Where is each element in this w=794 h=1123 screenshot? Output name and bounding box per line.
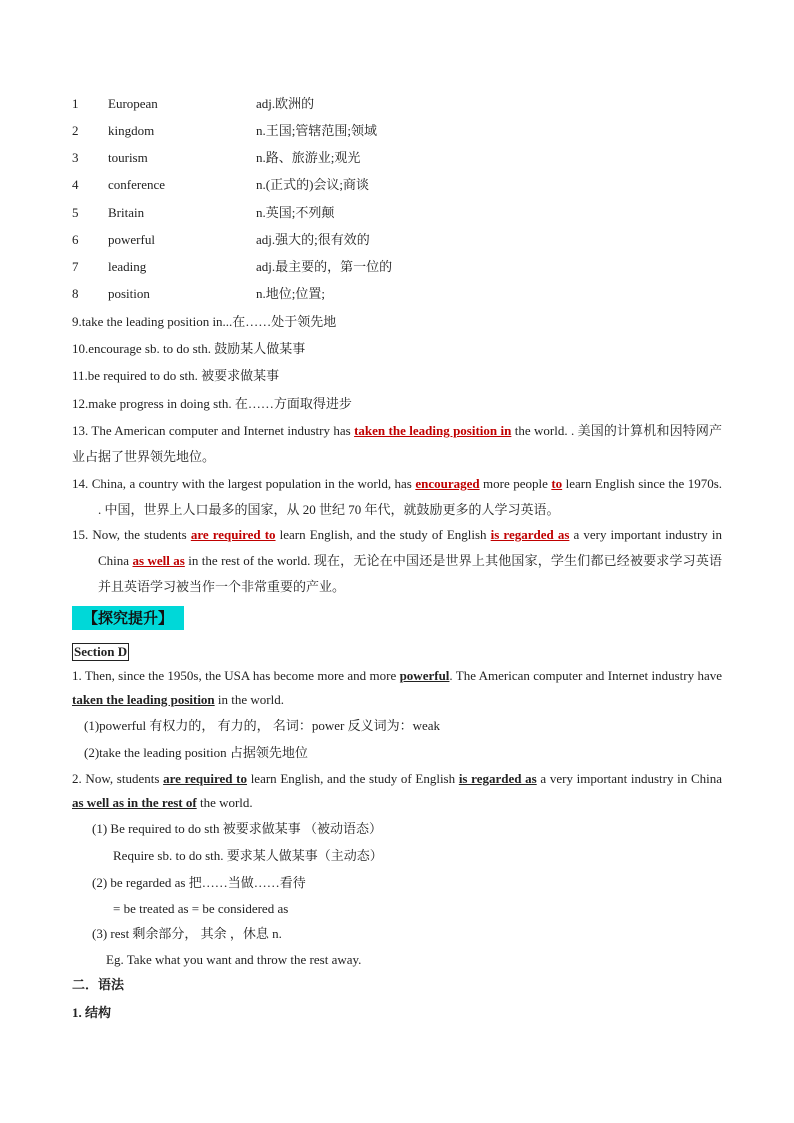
structure-heading: 1. 结构	[72, 1005, 112, 1020]
phrase-line: 9.take the leading position in...在……处于领先地	[72, 314, 337, 329]
section-banner: 【探究提升】	[72, 606, 184, 630]
vocab-meaning: n.地位;位置;	[256, 286, 325, 301]
vocab-meaning: adj.欧洲的	[256, 96, 315, 111]
phrase-line: 11.be required to do sth. 被要求做某事	[72, 368, 280, 383]
vocab-word: powerful	[108, 232, 155, 247]
vocab-number: 4	[72, 177, 79, 192]
sentence-text: a very important industry in China	[98, 527, 723, 568]
key-phrase: is regarded as	[490, 527, 570, 542]
phrase-line: 10.encourage sb. to do sth. 鼓励某人做某事	[72, 341, 306, 356]
vocab-number: 5	[72, 205, 79, 220]
note-line: (2) be regarded as 把……当做……看待	[92, 875, 306, 890]
vocab-number: 1	[72, 96, 79, 111]
vocab-word: kingdom	[108, 123, 155, 138]
vocab-word: leading	[108, 259, 147, 274]
note-line: (1)powerful 有权力的， 有力的， 名词：power 反义词为：weak	[84, 718, 441, 733]
sentence-text: the world. . 美国的计算机和因特网产业占据了世界领先地位。	[72, 423, 722, 464]
note-line: Eg. Take what you want and throw the rest away.	[106, 952, 362, 967]
sentence-14	[72, 471, 722, 523]
sentence-text: learn English, and the study of English	[247, 771, 459, 786]
vocab-word: tourism	[108, 150, 148, 165]
key-phrase: as well as in the rest of	[72, 795, 197, 810]
section-label: Section D	[74, 644, 128, 659]
sentence-text: in the world.	[214, 692, 284, 707]
vocab-meaning: adj.强大的;很有效的	[256, 232, 370, 247]
note-line: (3) rest 剩余部分， 其余 ，休息 n.	[92, 926, 282, 941]
sentence-text: a very important industry in China	[536, 771, 723, 786]
phrase-line: 12.make progress in doing sth. 在……方面取得进步	[72, 396, 352, 411]
key-phrase: encouraged	[415, 476, 480, 491]
vocab-meaning: n.王国;管辖范围;领域	[256, 123, 377, 138]
vocab-meaning: n.路、旅游业;观光	[256, 150, 361, 165]
sentence-text: 1. Then, since the 1950s, the USA has become more and more	[72, 668, 400, 683]
sentence-text: 13. The American computer and Internet industry has	[72, 423, 355, 438]
sentence-13	[72, 418, 722, 470]
vocab-number: 6	[72, 232, 79, 247]
vocab-number: 8	[72, 286, 79, 301]
sentence-text: learn English, and the study of English	[275, 527, 491, 542]
key-phrase: taken the leading position in	[354, 423, 512, 438]
vocab-meaning: n.(正式的)会议;商谈	[256, 177, 370, 192]
key-phrase: to	[551, 476, 563, 491]
key-phrase: is regarded as	[458, 771, 537, 786]
vocab-number: 7	[72, 259, 79, 274]
vocab-word: Britain	[108, 205, 145, 220]
grammar-heading: 二．语法	[72, 978, 125, 993]
key-phrase: are required to	[163, 771, 248, 786]
note-line: (2)take the leading position 占据领先地位	[84, 745, 308, 760]
sentence-text: 14. China, a country with the largest population in the world, has	[72, 476, 416, 491]
sentence-text: the world.	[196, 795, 253, 810]
sentence-text: 15. Now, the students	[72, 527, 191, 542]
sentence-text: more people	[479, 476, 552, 491]
section-d-item-1	[72, 664, 722, 712]
vocab-word: position	[108, 286, 150, 301]
sentence-text: learn English since the 1970s. . 中国，世界上人口最多的国家，从 20 世纪 70 年代，就鼓励更多的人学习英语。	[98, 476, 723, 517]
key-phrase: are required to	[190, 527, 276, 542]
vocab-meaning: n.英国;不列颠	[256, 205, 335, 220]
vocab-word: European	[108, 96, 158, 111]
sentence-text: 2. Now, students	[72, 771, 164, 786]
section-d-item-2	[72, 767, 722, 815]
note-line: = be treated as = be considered as	[113, 901, 289, 916]
sentence-text: in the rest of the world. 现在，无论在中国还是世界上其他国家，学生们都已经被要求学习英语并且英语学习被当作一个非常重要的产业。	[98, 553, 722, 594]
note-line: (1) Be required to do sth 被要求做某事 （被动语态）	[92, 821, 382, 836]
vocab-number: 2	[72, 123, 79, 138]
sentence-text: . The American computer and Internet industry have	[449, 668, 722, 683]
vocab-word: conference	[108, 177, 166, 192]
key-phrase: taken the leading position	[72, 692, 215, 707]
note-line: Require sb. to do sth. 要求某人做某事（主动态）	[113, 848, 383, 863]
key-phrase: as well as	[132, 553, 185, 568]
key-phrase: powerful	[399, 668, 450, 683]
vocab-number: 3	[72, 150, 79, 165]
sentence-15	[72, 522, 722, 600]
vocab-meaning: adj.最主要的，第一位的	[256, 259, 393, 274]
